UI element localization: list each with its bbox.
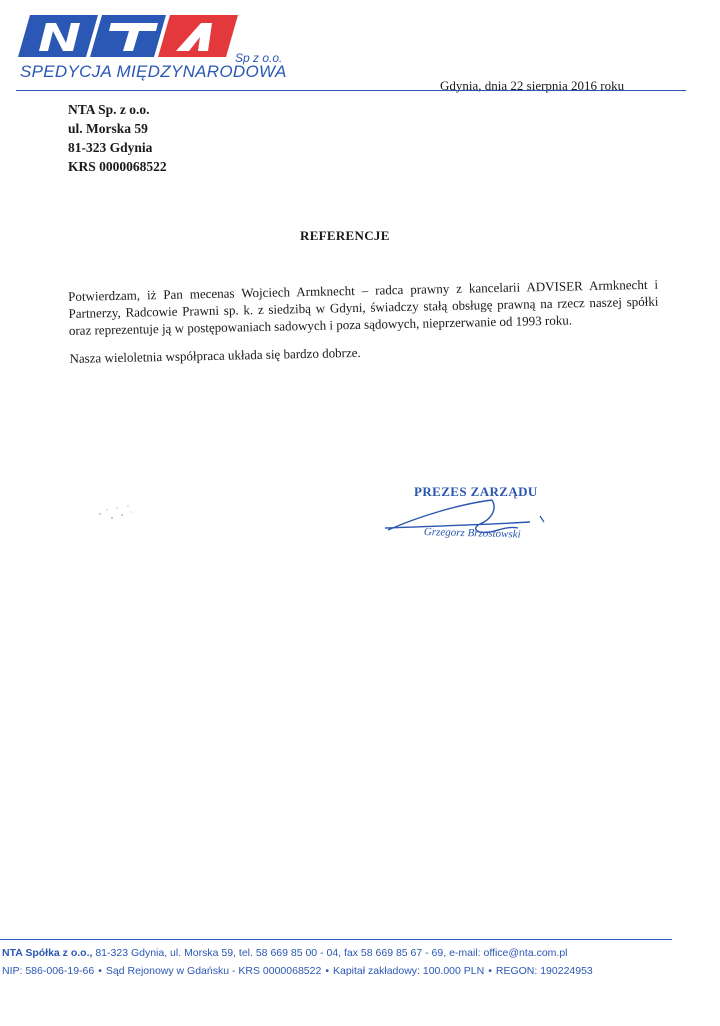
body-paragraph: Nasza wieloletnia współpraca układa się bardzo dobrze. xyxy=(69,344,361,366)
footer-company-name: NTA Spółka z o.o., xyxy=(2,947,93,959)
footer-line-1 xyxy=(2,944,593,962)
signature-title: PREZES ZARZĄDU xyxy=(414,484,538,499)
logo-legal-form: Sp z o.o. xyxy=(235,51,283,65)
address-line: NTA Sp. z o.o. xyxy=(68,102,150,117)
address-line: 81-323 Gdynia xyxy=(68,140,153,155)
letter-date: Gdynia, dnia 22 sierpnia 2016 roku xyxy=(440,78,625,93)
nta-logo-mark xyxy=(16,15,246,61)
footer-separator: • xyxy=(488,965,492,977)
footer-capital: Kapitał zakładowy: 100.000 PLN xyxy=(333,965,485,977)
logo-company-line: SPEDYCJA MIĘDZYNARODOWA xyxy=(20,62,287,81)
letter-footer xyxy=(2,944,593,980)
body-paragraph: Potwierdzam, iż Pan mecenas Wojciech Armknecht – radca prawny z kancelarii ADVISER Armknecht i Partnerzy, Radcowie Prawni sp. k. z siedzibą w Gdyni, świadczy stałą obsługę prawną na rzecz naszej spółki oraz reprezentuje ją w postępowaniach sadowych i poza sądowych, nieprzerwanie od 1993 roku. xyxy=(68,276,659,338)
footer-separator: • xyxy=(325,965,329,977)
footer-nip: NIP: 586-006-19-66 xyxy=(2,965,95,977)
signature-name: Grzegorz Brzostowski xyxy=(423,526,521,541)
footer-separator: • xyxy=(98,965,102,977)
company-logo xyxy=(16,15,316,85)
recipient-address xyxy=(68,100,167,176)
footer-divider xyxy=(0,939,672,940)
document-title: REFERENCJE xyxy=(300,228,390,243)
address-line: ul. Morska 59 xyxy=(68,121,148,136)
scan-speckle xyxy=(95,500,135,525)
letter-body xyxy=(68,276,660,367)
footer-court: Sąd Rejonowy w Gdańsku - KRS 0000068522 xyxy=(105,965,322,977)
footer-regon: REGON: 190224953 xyxy=(495,965,593,977)
address-line: KRS 0000068522 xyxy=(68,159,167,174)
footer-line-2 xyxy=(2,962,593,980)
footer-contact: 81-323 Gdynia, ul. Morska 59, tel. 58 669 85 00 - 04, fax 58 669 85 67 - 69, e-mail: office@nta.com.pl xyxy=(95,947,568,959)
header-divider xyxy=(16,90,686,91)
